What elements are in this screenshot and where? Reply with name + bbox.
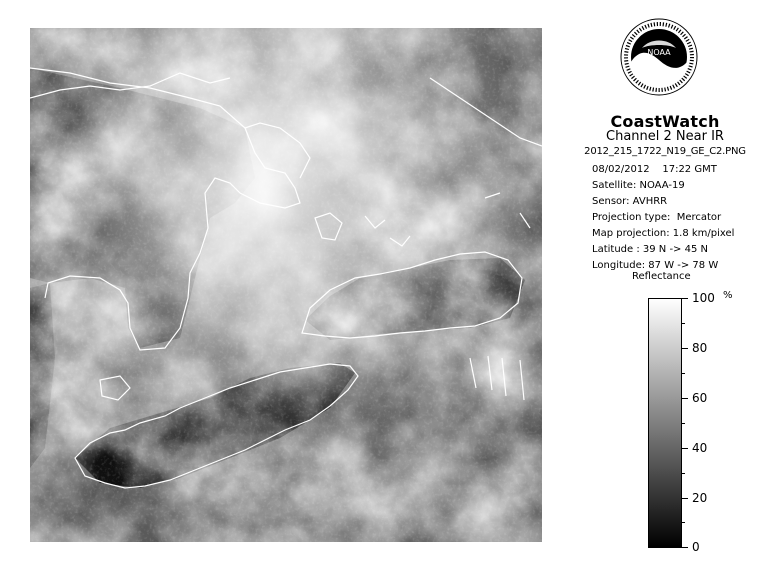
latitude-label: Latitude : 39 N -> 45 N (592, 244, 708, 255)
projection-type-label: Projection type: Mercator (592, 212, 722, 223)
legend-tick (682, 348, 688, 349)
legend-label-80: 80 (692, 341, 708, 355)
legend-label-60: 60 (692, 391, 708, 405)
channel-subtitle: Channel 2 Near IR (606, 129, 724, 144)
legend-minor-tick (682, 373, 685, 374)
legend-minor-tick (682, 522, 685, 523)
image-filename: 2012_215_1722_N19_GE_C2.PNG (584, 146, 746, 157)
legend-minor-tick (682, 423, 685, 424)
legend-title: Reflectance (632, 271, 691, 282)
legend-label-40: 40 (692, 441, 708, 455)
legend-minor-tick (682, 323, 685, 324)
map-projection-label: Map projection: 1.8 km/pixel (592, 228, 735, 239)
reflectance-colorbar (648, 298, 682, 548)
datetime-label: 08/02/2012 17:22 GMT (592, 164, 717, 175)
satellite-label: Satellite: NOAA-19 (592, 180, 685, 191)
longitude-label: Longitude: 87 W -> 78 W (592, 260, 719, 271)
noaa-logo-text: NOAA (647, 48, 671, 57)
noaa-logo (620, 18, 698, 96)
legend-tick (682, 448, 688, 449)
legend-tick (682, 547, 688, 548)
legend-tick (682, 398, 688, 399)
app-title: CoastWatch (610, 112, 720, 131)
legend-label-0: 0 (692, 540, 700, 554)
sensor-label: Sensor: AVHRR (592, 196, 668, 207)
legend-label-20: 20 (692, 491, 708, 505)
legend-minor-tick (682, 473, 685, 474)
satellite-image (30, 28, 542, 542)
legend-unit: % (723, 290, 733, 301)
legend-tick (682, 298, 688, 299)
legend-label-100: 100 (692, 291, 715, 305)
legend-tick (682, 498, 688, 499)
